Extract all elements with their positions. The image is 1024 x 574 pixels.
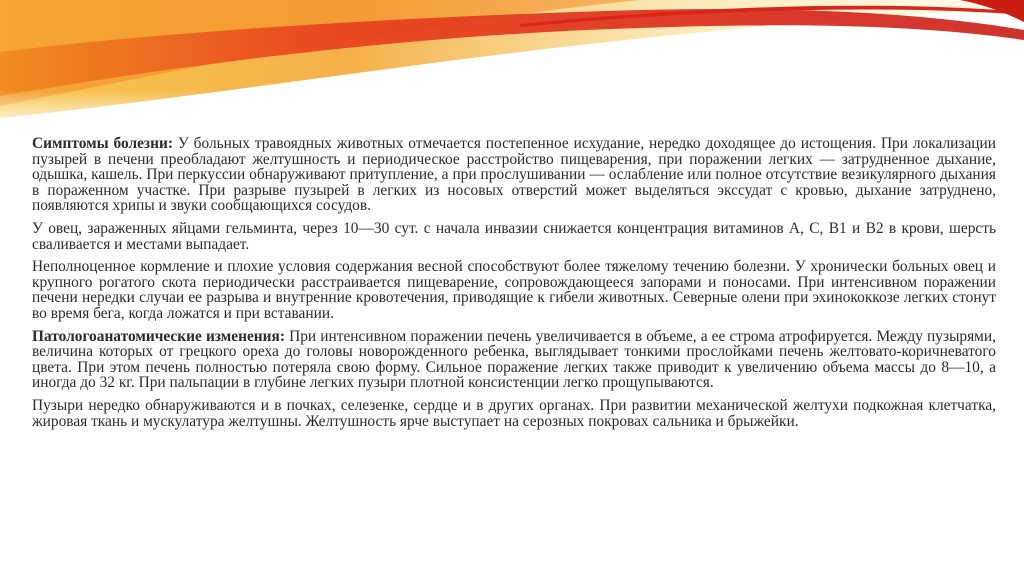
decorative-header-swoosh: [0, 0, 1024, 130]
text-organs: Пузыри нередко обнаруживаются и в почках, селезенке, сердце и в других органах. При развитии механической желтухи подкожная клетчатка, жировая ткань и мускулатура желтушны. Желтушность ярче выступает на серозных покровах сальника и брыжейки.: [32, 396, 996, 430]
heading-pathology: Патологоанатомические изменения:: [32, 327, 285, 345]
text-pathology: При интенсивном поражении печень увеличивается в объеме, а ее строма атрофируется. Между пузырями, величина которых от грецкого ореха до головы новорожденного ребенка, выглядывает тонкими прослойками печень желтовато-коричневатого цвета. При этом печень полностью потеряла свою форму. Сильное поражение легких также приводит к увеличению объема массы до 8—10, а иногда до 32 кг. При пальпации в глубине легких пузыри плотной консистенции легко прощупываются.: [32, 327, 997, 392]
text-feeding: Неполноценное кормление и плохие условия содержания весной способствуют более тяжелому течению болезни. У хронически больных овец и крупного рогатого скота периодически расстраивается пищеварение, сопровождающееся запорами и поносами. При интенсивном поражении печени нередки случаи ее разрыва и внутренние кровотечения, приводящие к гибели животных. Северные олени при эхинококкозе легких стонут во время бега, когда ложатся и при вставании.: [32, 258, 996, 322]
paragraph-feeding: [32, 259, 996, 321]
heading-symptoms: Симптомы болезни:: [32, 135, 173, 152]
text-symptoms: У больных травоядных животных отмечается постепенное исхудание, нередко доходящее до истощения. При локализации пузырей в печени преобладают желтушность и периодическое расстройство пищеварения, при поражении легких — затрудненное дыхание, одышка, кашель. При перкуссии обнаруживают притупление, а при прослушивании — ослабление или полное отсутствие везикулярного дыхания в пораженном участке. При разрыве пузырей в легких из носовых отверстий может выделяться экссудат с кровью, дыхание затруднено, появляются хрипы и звуки сообщающихся сосудов.: [32, 135, 996, 215]
paragraph-sheep: [32, 221, 996, 252]
paragraph-pathology: [32, 329, 996, 391]
content-body: [32, 136, 996, 436]
paragraph-organs: [32, 398, 996, 429]
text-sheep: У овец, зараженных яйцами гельминта, через 10—30 сут. с начала инвазии снижается концентрация витаминов А, С, В1 и В2 в крови, шерсть сваливается и местами выпадает.: [32, 219, 996, 253]
paragraph-symptoms: [32, 136, 996, 214]
